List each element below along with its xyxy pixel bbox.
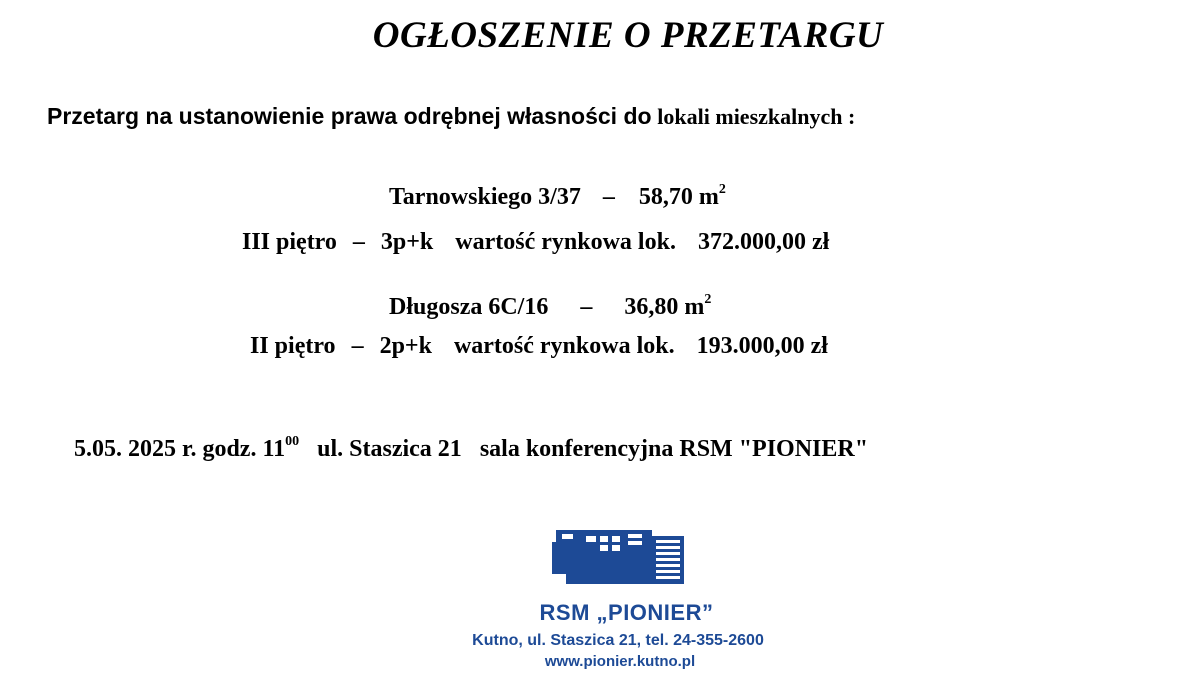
event-time: godz. 11 [202,436,286,462]
listing-2-rooms: 2p+k [379,333,432,359]
listing-2-dash: – [580,294,593,320]
listing-1-value-label: wartość rynkowa lok. [455,229,676,255]
event-details [74,436,868,463]
tender-subject-part2: lokali mieszkalnych : [657,104,856,129]
listing-1-header [389,184,726,211]
listing-1-rooms: 3p+k [380,229,434,255]
announcement-title: OGŁOSZENIE O PRZETARGU [372,15,884,56]
listing-2-value: 193.000,00 zł [696,333,828,359]
logo-company-name: RSM „PIONIER” [539,600,714,625]
listing-1-dash2: – [352,229,365,255]
tender-subject-part1: Przetarg na ustanowienie prawa odrębnej własności do [47,103,652,129]
listing-1-area-sup: 2 [718,182,726,197]
listing-1-dash: – [602,184,615,210]
listing-2-value-label: wartość rynkowa lok. [453,333,675,359]
listing-2-details [250,333,828,360]
listing-2-floor: II piętro [250,333,336,359]
listing-1-area: 58,70 m [638,184,719,210]
listing-2-header [389,294,711,321]
listing-1-value: 372.000,00 zł [697,229,830,255]
listing-1-floor: III piętro [242,229,337,255]
listing-2-address: Długosza 6C/16 [389,294,549,320]
event-location: ul. Staszica 21 [317,436,462,462]
event-date: 5.05. 2025 r. [74,436,197,462]
tender-subject [47,103,855,130]
logo-website: www.pionier.kutno.pl [544,653,696,670]
event-room: sala konferencyjna RSM "PIONIER" [479,436,869,462]
listing-2-dash2: – [351,333,364,359]
rsm-pionier-logo-icon [552,528,686,588]
listing-1-details [242,229,829,256]
listing-2-area-sup: 2 [704,292,712,307]
event-time-minutes: 00 [285,434,300,449]
logo-address: Kutno, ul. Staszica 21, tel. 24-355-2600 [472,632,764,649]
listing-2-area: 36,80 m [624,294,705,320]
listing-1-address: Tarnowskiego 3/37 [389,184,581,210]
